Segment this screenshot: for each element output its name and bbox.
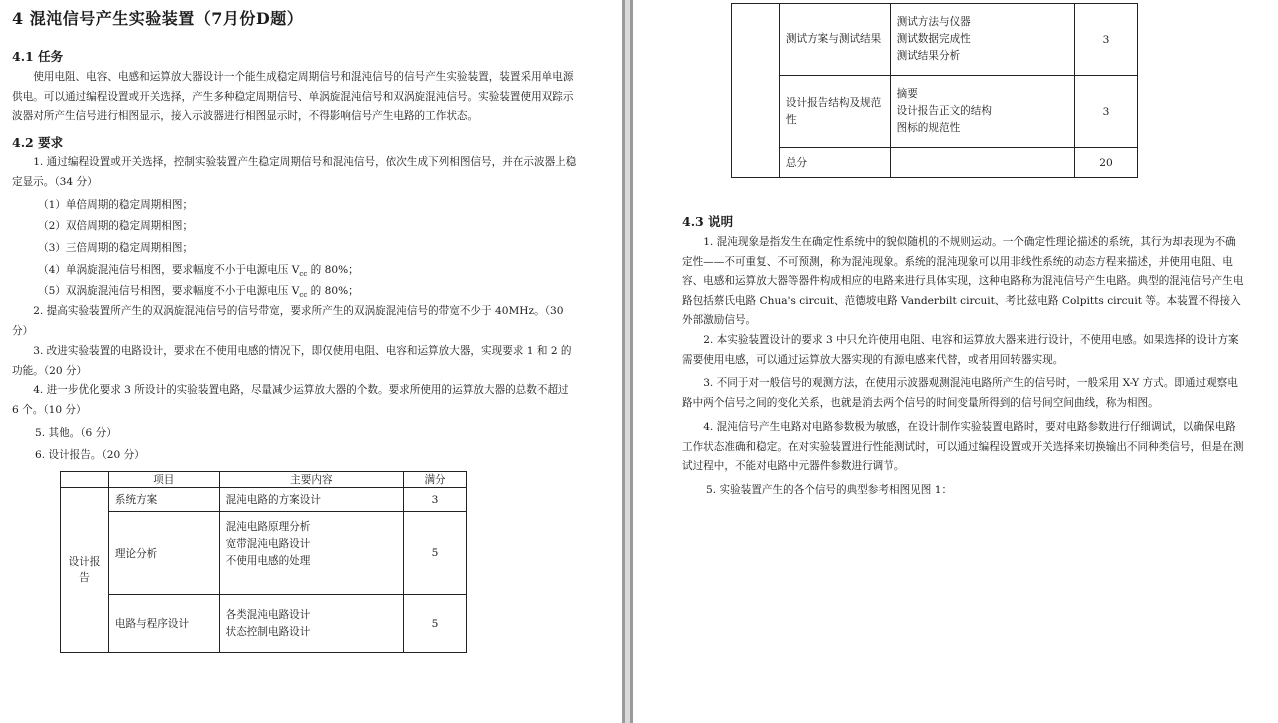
requirement-2: 2. 提高实验装置所产生的双涡旋混沌信号的信号带宽，要求所产生的双涡旋混沌信号的带宽不少于 40MHz。（30 分） bbox=[12, 305, 564, 337]
note-3: 3. 不同于对一般信号的观测方法，在使用示波器观测混沌电路所产生的信号时，一般采用 X-Y 方式。即通过观察电路中两个信号之间的变化关系，也就是消去两个信号的时间变量所得到的信号间空间曲线，称为相图。 bbox=[682, 377, 1238, 409]
requirement-1-item-3: （3）三倍周期的稳定周期相图； bbox=[38, 242, 194, 254]
page-divider bbox=[622, 0, 633, 723]
table-row-item: 设计报告结构及规范性 bbox=[779, 76, 890, 148]
requirement-1: 1. 通过编程设置或开关选择，控制实验装置产生稳定周期信号和混沌信号，依次生成下列相图信号，并在示波器上稳定显示。（34 分） bbox=[12, 156, 577, 188]
note-4: 4. 混沌信号产生电路对电路参数极为敏感，在设计制作实验装置电路时，要对电路参数进行仔细调试，以确保电路工作状态准确和稳定。在对实验装置进行性能测试时，可以通过编程设置或开关选择来切换输出不同种类信号，但是在测试过程中，不能对电路中元器件参数进行调节。 bbox=[682, 421, 1244, 472]
requirement-4: 4. 进一步优化要求 3 所设计的实验装置电路，尽量减少运算放大器的个数。要求所使用的运算放大器的总数不超过 6 个。（10 分） bbox=[12, 384, 569, 416]
table-header-score: 满分 bbox=[404, 472, 467, 488]
table-row-item: 测试方案与测试结果 bbox=[779, 4, 890, 76]
table-row-item: 系统方案 bbox=[108, 488, 219, 512]
requirement-3: 3. 改进实验装置的电路设计，要求在不使用电感的情况下，即仅使用电阻、电容和运算放大器，实现要求 1 和 2 的功能。（20 分） bbox=[12, 345, 572, 377]
table-row-score: 3 bbox=[1075, 76, 1138, 148]
table-row-item: 理论分析 bbox=[108, 512, 219, 595]
requirement-1-item-5: （5）双涡旋混沌信号相图，要求幅度不小于电源电压 $V_{cc}$ 的 80%； bbox=[38, 285, 359, 300]
requirement-1-item-1: （1）单倍周期的稳定周期相图； bbox=[38, 199, 194, 211]
scoring-table-part-1 bbox=[60, 471, 467, 653]
table-header-content: 主要内容 bbox=[219, 472, 403, 488]
requirement-1-item-4: （4）单涡旋混沌信号相图，要求幅度不小于电源电压 $V_{cc}$ 的 80%； bbox=[38, 264, 359, 279]
table-total-label: 总分 bbox=[779, 148, 890, 178]
requirement-1-item-2: （2）双倍周期的稳定周期相图； bbox=[38, 220, 194, 232]
requirement-6: 6. 设计报告。（20 分） bbox=[35, 449, 145, 461]
table-total-blank bbox=[890, 148, 1074, 178]
task-paragraph: 使用电阻、电容、电感和运算放大器设计一个能生成稳定周期信号和混沌信号的信号产生实验装置，装置采用单电源供电。可以通过编程设置或开关选择，产生多种稳定周期信号、单涡旋混沌信号和双涡旋混沌信号。实验装置使用双踪示波器对所产生信号进行相图显示，接入示波器进行相图显示时，不得影响信号产生电路的工作状态。 bbox=[12, 71, 574, 122]
note-2: 2. 本实验装置设计的要求 3 中只允许使用电阻、电容和运算放大器来进行设计，不使用电感。如果选择的设计方案需要使用电感，可以通过运算放大器实现的有源电感来代替，或者用回转器实现。 bbox=[682, 334, 1239, 366]
table-row-score: 3 bbox=[404, 488, 467, 512]
table-row-content: 各类混沌电路设计 状态控制电路设计 bbox=[219, 595, 403, 653]
section-requirements-heading: 4.2 要求 bbox=[12, 135, 64, 150]
table-row-score: 5 bbox=[404, 512, 467, 595]
table-total-score: 20 bbox=[1075, 148, 1138, 178]
table-header-blank bbox=[61, 472, 109, 488]
table-row-score: 5 bbox=[404, 595, 467, 653]
table-row-content: 混沌电路的方案设计 bbox=[219, 488, 403, 512]
table-group-label: 设计报告 bbox=[61, 488, 109, 653]
scoring-table-part-2 bbox=[731, 3, 1138, 178]
table-header-item: 项目 bbox=[108, 472, 219, 488]
table-group-continuation bbox=[732, 4, 780, 178]
right-page bbox=[633, 0, 1278, 723]
section-task-heading: 4.1 任务 bbox=[12, 49, 64, 64]
table-row-content: 测试方法与仪器 测试数据完成性 测试结果分析 bbox=[890, 4, 1074, 76]
table-row-item: 电路与程序设计 bbox=[108, 595, 219, 653]
note-1: 1. 混沌现象是指发生在确定性系统中的貌似随机的不规则运动。一个确定性理论描述的系统，其行为却表现为不确定性——不可重复、不可预测，称为混沌现象。系统的混沌现象可以用非线性系统的动态方程来描述，并使用电阻、电容、电感和运算放大器等器件构成相应的电路来进行具体实现，这种电路称为混沌信号产生电路。典型的混沌信号产生电路包括蔡氏电路 Chua's circuit、范德坡电路 Vanderbilt circuit、考比兹电路 Colpitts circuit 等。本装置不得接入外部激励信号。 bbox=[682, 236, 1244, 326]
table-row-content: 混沌电路原理分析 宽带混沌电路设计 不使用电感的处理 bbox=[219, 512, 403, 595]
section-notes-heading: 4.3 说明 bbox=[682, 214, 734, 229]
left-page bbox=[0, 0, 622, 723]
table-row-content: 摘要 设计报告正文的结构 图标的规范性 bbox=[890, 76, 1074, 148]
chapter-title: 4 混沌信号产生实验装置（7月份D题） bbox=[12, 9, 304, 28]
table-row-score: 3 bbox=[1075, 4, 1138, 76]
requirement-5: 5. 其他。（6 分） bbox=[35, 427, 117, 439]
note-5: 5. 实验装置产生的各个信号的典型参考相图见图 1： bbox=[706, 484, 953, 496]
